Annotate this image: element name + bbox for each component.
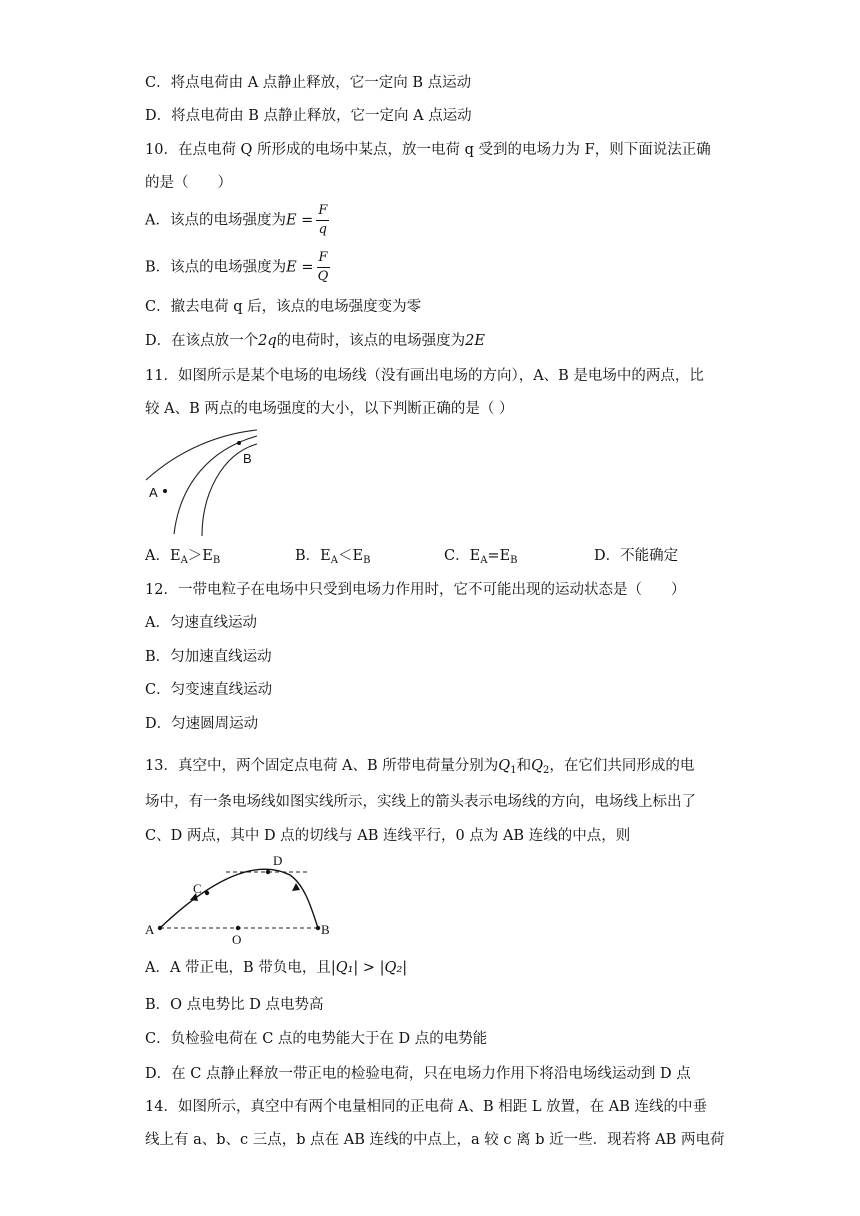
q13-q1-sub: 1 — [510, 765, 517, 776]
point-b-label: B — [243, 451, 252, 466]
q14-stem-line2: 线上有 a、b、c 三点，b 点在 AB 连线的中点上，a 较 c 离 b 近一些．现若将 AB 两电荷 — [145, 1132, 725, 1148]
q11-stem-line2: 较 A、B 两点的电场强度的大小，以下判断正确的是（ ） — [145, 401, 514, 417]
q13-stem-line3: C、D 两点，其中 D 点的切线与 AB 连线平行，0 点为 AB 连线的中点，则 — [145, 828, 631, 844]
q13-option-a-pre: A．A 带正电，B 带负电，且 — [145, 960, 331, 976]
q10-option-d-sym: 2q — [258, 333, 277, 349]
q11-option-d: D．不能确定 — [594, 548, 679, 564]
q11-option-c-pre: C．E — [444, 548, 481, 564]
q11-option-b-sub2: B — [363, 555, 371, 566]
q13-q1: Q — [498, 758, 511, 774]
point-a-label: A — [145, 922, 155, 937]
q10-option-d-sym2: 2E — [465, 333, 485, 349]
q11-option-b-sub1: A — [330, 555, 338, 566]
point-d-dot — [266, 870, 270, 874]
q12-stem: 12．一带电粒子在电场中只受到电场力作用时，它不可能出现的运动状态是（ ） — [145, 582, 686, 598]
point-c-label: C — [193, 881, 202, 896]
q13-field-line-figure — [140, 850, 340, 945]
q11-option-a-sub1: A — [180, 555, 188, 566]
q11-option-c-sub1: A — [480, 555, 488, 566]
q9-option-c: C．将点电荷由 A 点静止释放，它一定向 B 点运动 — [145, 75, 472, 91]
q11-option-b-mid: ＜E — [337, 548, 364, 564]
q10-option-a-numerator: F — [316, 202, 329, 221]
q13-stem1-mid: 和 — [516, 758, 532, 774]
q12-option-b: B．匀加速直线运动 — [145, 649, 272, 665]
field-line-1 — [146, 430, 257, 480]
q14-stem-line1: 14．如图所示，真空中有两个电量相同的正电荷 A、B 相距 L 放置，在 AB 连线的中垂 — [145, 1099, 707, 1115]
q13-option-b: B．O 点电势比 D 点电势高 — [145, 997, 324, 1013]
q11-option-b-pre: B．E — [295, 548, 331, 564]
q12-option-d: D．匀速圆周运动 — [145, 716, 259, 732]
q13-stem-line2: 场中，有一条电场线如图实线所示，实线上的箭头表示电场线的方向，电场线上标出了 — [145, 794, 696, 810]
q10-option-a-eq: E = — [285, 212, 314, 229]
q11-option-c — [444, 546, 518, 571]
q10-option-b-text: B．该点的电场强度为 — [145, 259, 287, 276]
q10-option-a-text: A．该点的电场强度为 — [145, 212, 286, 229]
q10-option-a — [145, 202, 329, 239]
q10-option-c: C．撤去电荷 q 后，该点的电场强度变为零 — [145, 299, 422, 315]
q10-option-b — [145, 249, 330, 286]
q11-stem-line1: 11．如图所示是某个电场的电场线（没有画出电场的方向），A、B 是电场中的两点，比 — [145, 368, 704, 384]
q9-option-d: D．将点电荷由 B 点静止释放，它一定向 A 点运动 — [145, 108, 472, 124]
q11-option-a-sub2: B — [212, 555, 221, 566]
q10-option-b-denominator: Q — [317, 269, 329, 284]
q13-q2: Q — [531, 758, 543, 774]
q11-option-b — [295, 546, 370, 571]
point-a-dot — [158, 926, 162, 930]
q10-option-a-denominator: q — [318, 222, 327, 237]
q13-q2-sub: 2 — [542, 765, 550, 776]
q10-stem-line2: 的是（ ） — [145, 175, 232, 191]
q11-field-lines-figure — [140, 424, 265, 539]
q10-option-a-fraction — [316, 202, 329, 239]
q10-option-d — [145, 331, 485, 351]
q13-stem1-post: ，在它们共同形成的电 — [549, 758, 695, 774]
point-a-dot — [163, 489, 167, 493]
point-d-label: D — [273, 853, 283, 868]
q11-option-a — [145, 546, 220, 571]
q10-stem-line1: 10．在点电荷 Q 所形成的电场中某点，放一电荷 q 受到的电场力为 F，则下面说法正确 — [145, 142, 711, 158]
q11-option-a-mid: ＞E — [187, 548, 213, 564]
field-line-curve — [160, 869, 318, 928]
q13-option-a-expr: |Q₁| > |Q₂| — [330, 960, 408, 976]
q11-option-c-sub2: B — [510, 555, 518, 566]
q11-option-c-mid: =E — [487, 548, 511, 564]
point-b-dot — [237, 441, 241, 445]
q10-option-b-eq: E = — [286, 259, 314, 276]
q10-option-d-mid: 的电荷时，该点的电场强度为 — [276, 333, 466, 349]
q10-option-b-numerator: F — [317, 249, 330, 268]
point-a-label: A — [149, 485, 158, 500]
q13-stem-line1 — [145, 756, 694, 781]
q10-option-b-fraction — [317, 249, 330, 286]
q12-option-a: A．匀速直线运动 — [145, 615, 257, 631]
q11-option-a-pre: A．E — [145, 548, 181, 564]
q13-option-a — [145, 958, 407, 978]
point-b-dot — [316, 926, 320, 930]
point-c-dot — [205, 891, 209, 895]
q10-option-d-pre: D．在该点放一个 — [145, 333, 259, 349]
q13-option-c: C．负检验电荷在 C 点的电势能大于在 D 点的电势能 — [145, 1031, 488, 1047]
q12-option-c: C．匀变速直线运动 — [145, 682, 273, 698]
point-o-dot — [236, 926, 240, 930]
q13-option-d: D．在 C 点静止释放一带正电的检验电荷，只在电场力作用下将沿电场线运动到 D 点 — [145, 1066, 691, 1082]
q13-stem1-pre: 13．真空中，两个固定点电荷 A、B 所带电荷量分别为 — [145, 758, 499, 774]
point-o-label: O — [232, 932, 242, 945]
point-b-label: B — [321, 922, 330, 937]
